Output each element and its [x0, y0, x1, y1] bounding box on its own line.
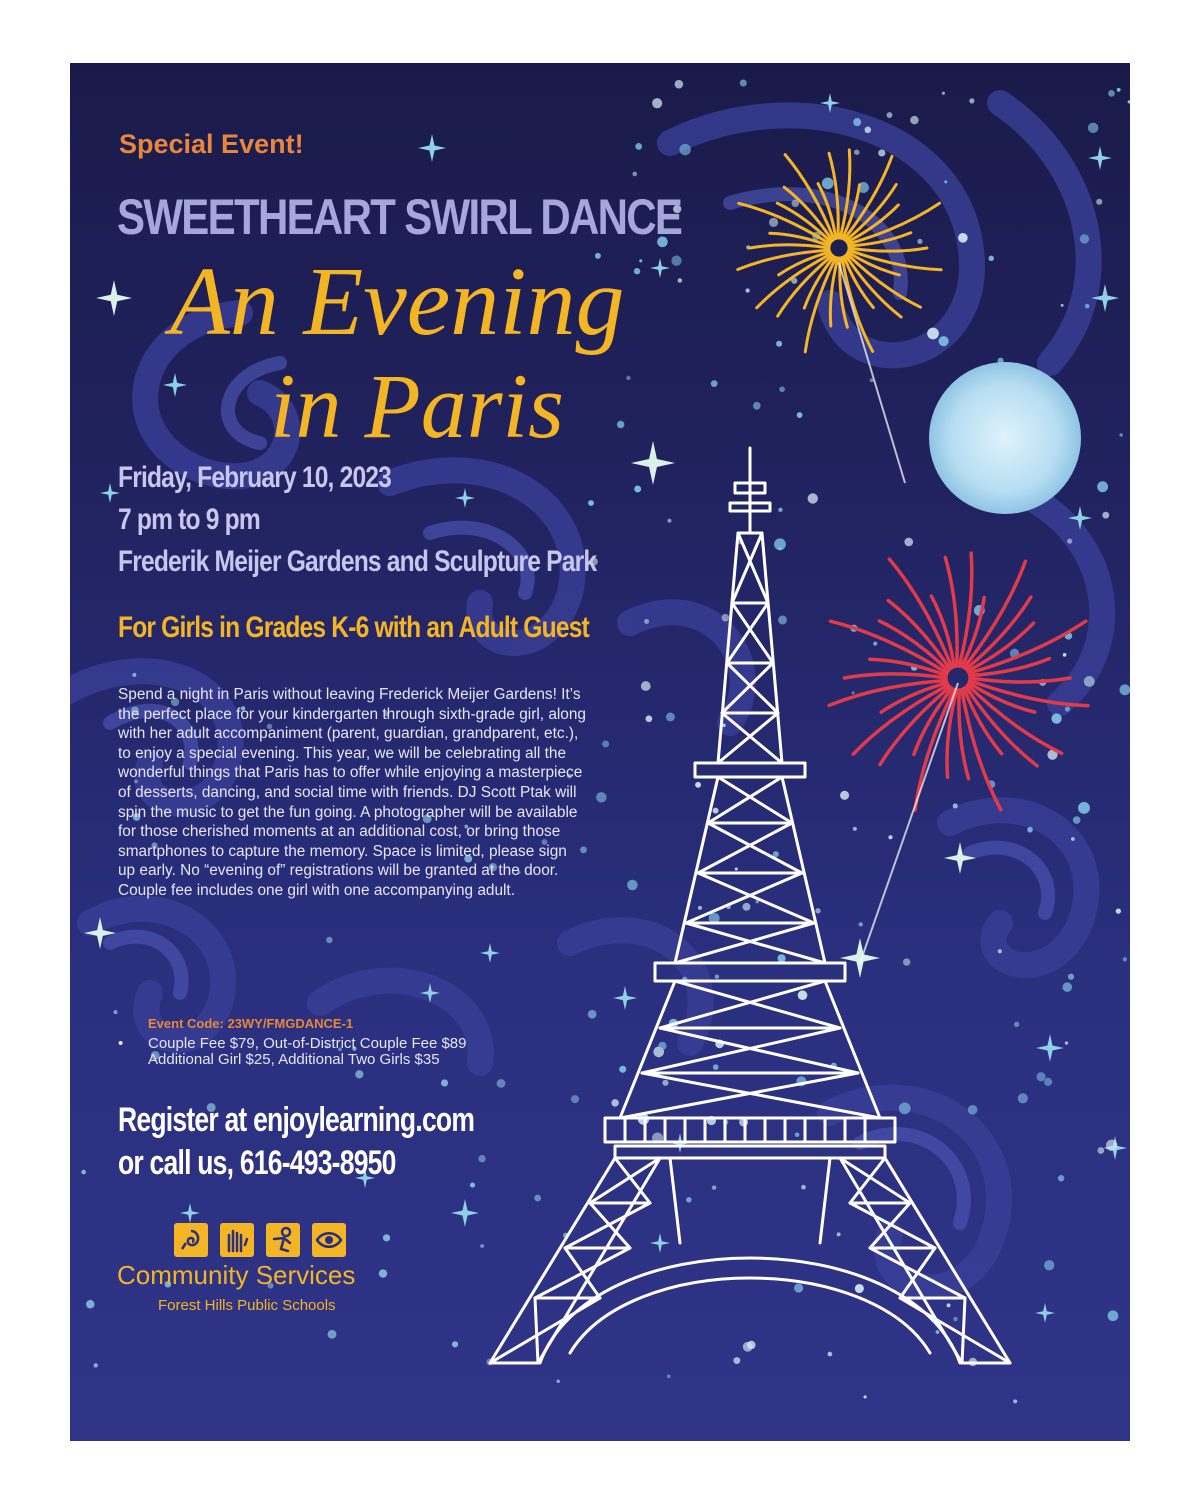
event-time: 7 pm to 9 pm [118, 503, 260, 536]
snow-dot [666, 713, 675, 722]
snow-dot [740, 80, 747, 87]
snow-dot [815, 908, 820, 913]
snow-dot [822, 177, 834, 189]
snow-dot [1084, 676, 1095, 687]
snow-dot [989, 256, 994, 261]
snow-dot [863, 1395, 866, 1398]
snow-dot [939, 336, 949, 346]
snow-dot [1073, 816, 1081, 824]
snow-dot [355, 1070, 363, 1078]
event-title-line1: An Evening [170, 248, 625, 356]
snow-dot [1123, 957, 1127, 961]
snow-dot [865, 127, 872, 134]
snow-dot [1106, 1140, 1117, 1151]
snow-dot [1036, 1072, 1045, 1081]
snow-dot [1117, 88, 1121, 92]
snow-dot [452, 1341, 458, 1347]
snow-dot [1128, 100, 1130, 103]
snow-dot [571, 1095, 579, 1103]
snow-dot [904, 538, 913, 547]
sparkle-star [451, 1199, 479, 1227]
snow-dot [855, 1284, 864, 1293]
snow-dot [903, 958, 910, 965]
register-link[interactable]: Register at enjoylearning.com [118, 1101, 475, 1139]
snow-dot [1065, 1041, 1068, 1044]
snow-dot [1068, 974, 1074, 980]
eye-icon [312, 1223, 346, 1257]
sparkle-star [1036, 1034, 1064, 1062]
sparkle-star [455, 488, 475, 508]
snow-dot [81, 1170, 86, 1175]
snow-dot [470, 1183, 475, 1188]
snow-dot [854, 149, 860, 155]
snow-dot [441, 1079, 448, 1086]
snow-dot [1027, 827, 1033, 833]
red-firework [829, 553, 1088, 810]
snow-dot [1116, 908, 1121, 913]
snow-dot [646, 715, 653, 722]
snow-dot [617, 421, 624, 428]
sparkle-star [418, 134, 446, 162]
snow-dot [602, 740, 609, 747]
red-firework-ray [829, 680, 946, 705]
snow-dot [769, 218, 778, 227]
moon [929, 362, 1081, 514]
snow-dot [671, 256, 681, 266]
snow-dot [927, 328, 939, 340]
snow-dot [634, 268, 640, 274]
snow-dot [1013, 1399, 1017, 1403]
snow-dot [713, 1064, 719, 1070]
snow-dot [596, 792, 606, 802]
snow-dot [944, 180, 947, 183]
snow-dot [675, 80, 684, 89]
snow-dot [619, 1066, 626, 1073]
event-date: Friday, February 10, 2023 [118, 461, 392, 494]
event-flyer [70, 63, 1130, 1441]
snow-dot [652, 98, 662, 108]
snow-dot [878, 149, 885, 156]
snow-dot [1097, 1147, 1104, 1154]
hands-icon [220, 1223, 254, 1257]
sparkle-star [100, 483, 120, 503]
snow-dot [711, 380, 718, 387]
snow-dot [852, 691, 855, 694]
snow-dot [779, 386, 785, 392]
snow-dot [641, 681, 651, 691]
fee-line-couple: Couple Fee $79, Out-of-District Couple Fee $89 [148, 1035, 467, 1052]
snow-dot [953, 1317, 958, 1322]
snow-dot [853, 827, 857, 831]
snow-dot [942, 92, 945, 95]
red-firework-ray [853, 685, 948, 754]
snow-dot [1097, 481, 1108, 492]
snow-dot [383, 1234, 390, 1241]
snow-dot [899, 1103, 911, 1115]
red-firework-ray [830, 621, 947, 673]
snow-dot [888, 835, 892, 839]
snow-dot [1051, 713, 1061, 723]
snow-dot [1102, 512, 1109, 519]
snow-dot [743, 903, 751, 911]
snow-dot [798, 990, 808, 1000]
sparkle-star [631, 441, 675, 485]
event-kicker: Special Event! [119, 129, 304, 159]
snow-dot [1044, 1260, 1054, 1270]
snow-dot [1119, 433, 1123, 437]
snow-dot [998, 949, 1002, 953]
snow-dot [722, 614, 730, 622]
snow-dot [777, 954, 785, 962]
snow-dot [1061, 304, 1064, 307]
snow-dot [910, 116, 918, 124]
event-venue: Frederik Meijer Gardens and Sculpture Park [118, 545, 597, 578]
snow-dot [873, 642, 877, 646]
snow-dot [1108, 90, 1115, 97]
snow-dot [828, 1352, 833, 1357]
snow-dot [1065, 706, 1070, 711]
snow-dot [1078, 802, 1090, 814]
snow-dot [635, 143, 642, 150]
event-title-line2: in Paris [270, 355, 564, 457]
snow-dot [753, 402, 761, 410]
sparkle-star [1035, 1303, 1055, 1323]
event-headline: SWEETHEART SWIRL DANCE [117, 189, 682, 245]
snow-dot [1119, 684, 1130, 695]
snow-dot [853, 118, 861, 126]
snow-dot [1080, 234, 1089, 243]
snow-dot [715, 975, 719, 979]
snow-dot [534, 1195, 541, 1202]
red-firework-ray [970, 678, 1070, 682]
snow-dot [801, 1185, 806, 1190]
snow-dot [132, 673, 136, 677]
snow-dot [695, 782, 701, 788]
snow-dot [808, 493, 818, 503]
gold-firework-ray [738, 250, 829, 269]
snow-dot [497, 1079, 506, 1088]
figure-icon [266, 1223, 300, 1257]
snow-dot [735, 868, 738, 871]
snow-dot [733, 1357, 740, 1364]
snow-dot [743, 1342, 753, 1352]
fee-bullet: • [118, 1035, 124, 1052]
snow-dot [837, 1232, 841, 1236]
swirl-face-icon [174, 1223, 208, 1257]
snow-dot [778, 616, 787, 625]
snow-dot [626, 376, 630, 380]
red-firework-ray [844, 674, 946, 678]
gold-firework-ray [750, 245, 829, 248]
snow-dot [662, 1080, 668, 1086]
event-description: Spend a night in Paris without leaving Frederick Meijer Gardens! It’s the perfect place for your kindergarten through sixth-grade girl, along with her adult accompaniment (parent, guardian, grandparent, etc.), to enjoy a special evening. This year, we will be celebrating all the wonderful things that Paris has to offer while enjoying a masterpiece of desserts, dancing, and social time with friends. DJ Scott Ptak will spin the music to get the fun going. A photographer will be available for those cherished moments at an additional cost, or bring those smartphones to capture the memory. Space is limited, please sign up early. No “evening of” registrations will be granted at the door. Couple fee includes one girl with one accompanying adult. [118, 686, 586, 899]
snow-dot [94, 1363, 98, 1367]
snow-dot [778, 508, 782, 512]
snow-dot [1058, 1175, 1064, 1181]
snow-dot [698, 906, 702, 910]
community-services-logo [174, 1223, 354, 1261]
snow-dot [776, 341, 782, 347]
snow-dot [679, 144, 690, 155]
red-firework-ray [888, 601, 950, 670]
sparkle-star [480, 943, 500, 963]
snow-dot [639, 259, 642, 262]
snow-dot [794, 1283, 803, 1292]
snow-dot [379, 1269, 387, 1277]
call-phone[interactable]: or call us, 616-493-8950 [118, 1144, 396, 1182]
sparkle-star [650, 258, 670, 278]
snow-dot [328, 1330, 337, 1339]
sparkle-star [96, 280, 132, 316]
snow-dot [936, 1330, 940, 1334]
snow-dot [947, 1303, 951, 1307]
snow-dot [644, 619, 649, 624]
gold-firework-ray [777, 203, 831, 242]
snow-dot [658, 1042, 666, 1050]
snow-dot [588, 500, 594, 506]
snow-dot [953, 803, 958, 808]
snow-dot [969, 98, 974, 103]
snow-dot [1014, 1022, 1019, 1027]
snow-dot [1063, 653, 1067, 657]
snow-dot [678, 278, 683, 283]
snow-dot [1071, 837, 1075, 841]
snow-dot [1063, 982, 1073, 992]
snow-dot [632, 172, 637, 177]
sparkle-star [1088, 146, 1112, 170]
snow-dot [713, 808, 719, 814]
snow-dot [1108, 1310, 1119, 1321]
snow-dot [745, 288, 749, 292]
snow-dot [797, 412, 803, 418]
snow-dot [859, 922, 863, 926]
snow-dot [478, 1155, 485, 1162]
red-firework-ray [889, 559, 952, 667]
org-district: Forest Hills Public Schools [158, 1297, 336, 1314]
org-name: Community Services [117, 1260, 356, 1290]
snow-dot [326, 937, 332, 943]
snow-dot [968, 1105, 978, 1115]
snow-dot [795, 1132, 800, 1137]
snow-dot [588, 1010, 597, 1019]
snow-dot [667, 1375, 671, 1379]
snow-dot [480, 1244, 484, 1248]
snow-dot [667, 519, 671, 523]
sparkle-star [650, 1233, 670, 1253]
snow-dot [634, 486, 641, 493]
snow-dot [86, 1300, 94, 1308]
event-code: Event Code: 23WY/FMGDANCE-1 [148, 1016, 354, 1031]
snow-dot [556, 1379, 560, 1383]
snow-dot [958, 233, 968, 243]
snow-dot [1085, 304, 1090, 309]
snow-dot [1067, 539, 1072, 544]
snow-dot [886, 112, 892, 118]
fee-list [118, 1036, 578, 1068]
snow-dot [686, 1197, 692, 1203]
snow-dot [712, 1185, 717, 1190]
snow-dot [627, 880, 638, 891]
snow-dot [774, 538, 786, 550]
snow-dot [1096, 199, 1102, 205]
snow-dot [1044, 1078, 1052, 1086]
snow-dot [917, 239, 922, 244]
red-firework-ray [879, 621, 948, 671]
snow-dot [611, 1099, 618, 1106]
snow-dot [1018, 1093, 1028, 1103]
snow-dot [840, 791, 849, 800]
sparkle-star [613, 986, 637, 1010]
snow-dot [1088, 123, 1098, 133]
snow-dot [114, 1010, 118, 1014]
event-audience: For Girls in Grades K-6 with an Adult Guest [118, 611, 589, 644]
fee-line-additional: Additional Girl $25, Additional Two Girls $35 [148, 1051, 440, 1068]
sparkle-star [163, 373, 187, 397]
sparkle-star [180, 1203, 200, 1223]
